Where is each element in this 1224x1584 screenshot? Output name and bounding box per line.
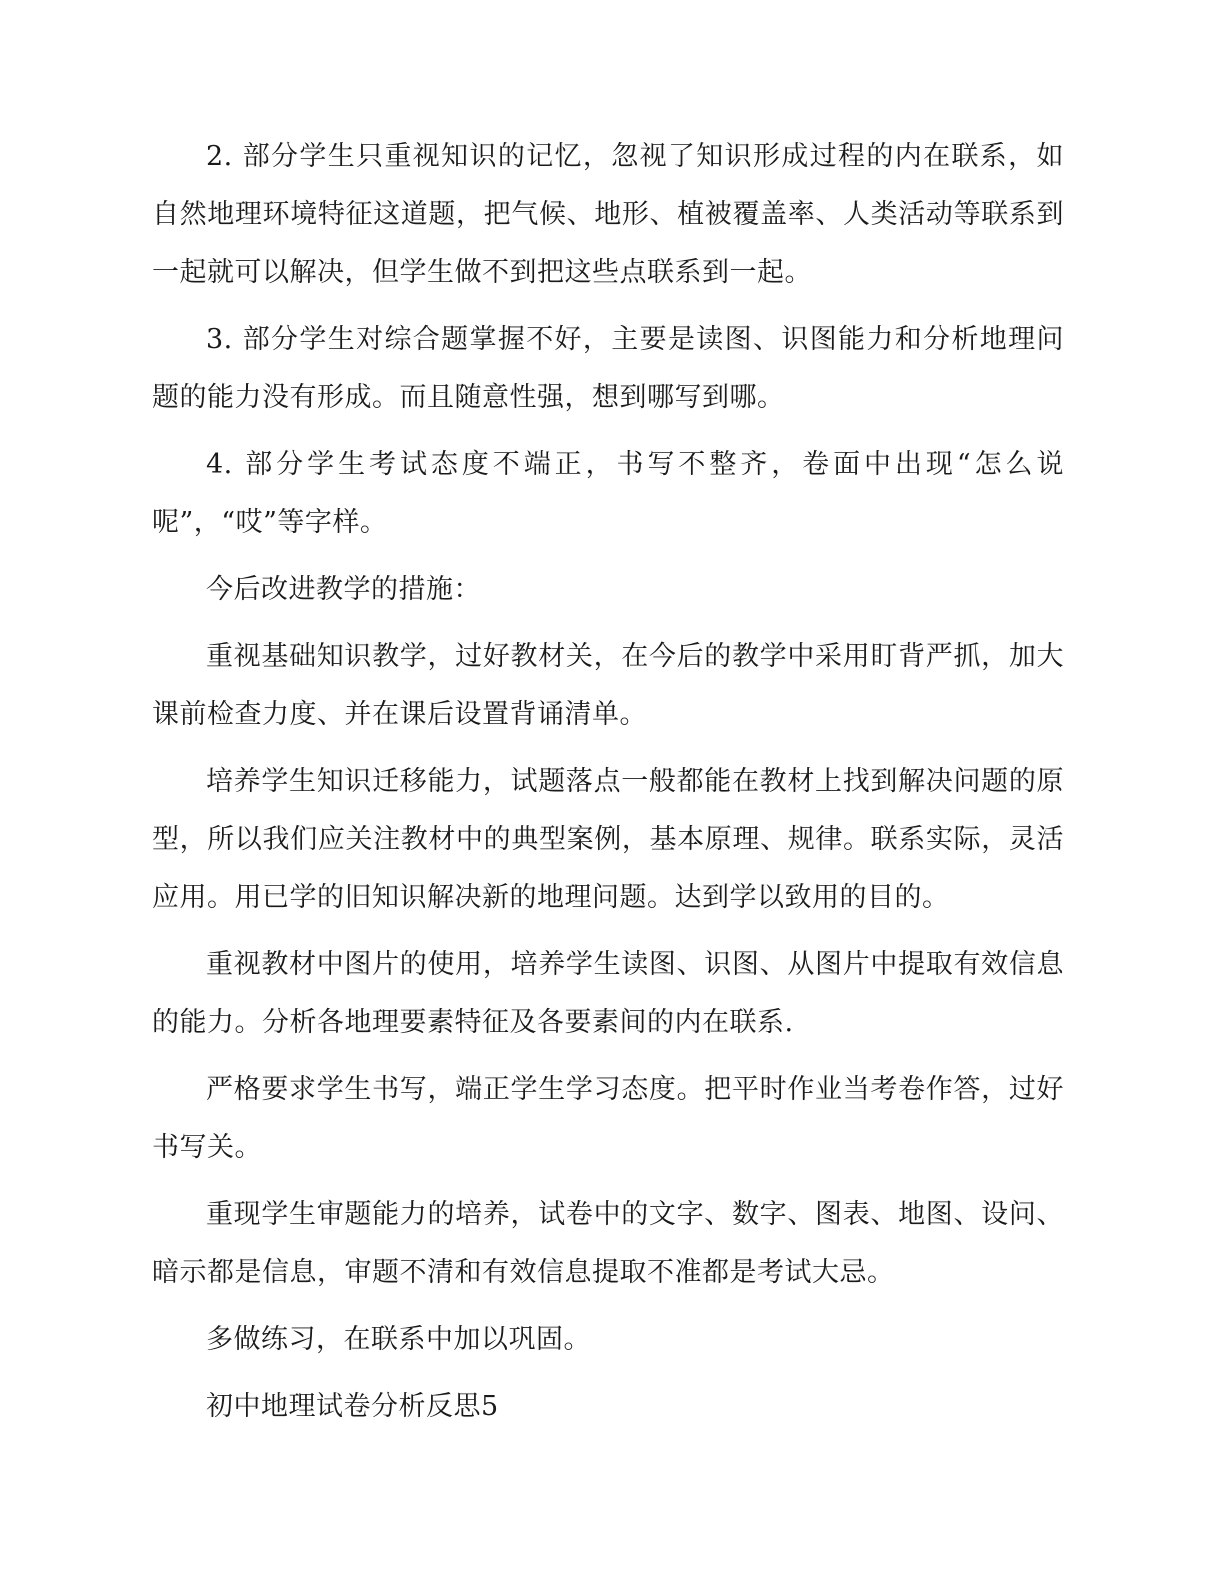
paragraph-measure-writing: 严格要求学生书写，端正学生学习态度。把平时作业当考卷作答，过好书写关。 [152,1074,1064,1163]
section-heading-improvement: 今后改进教学的措施： [206,574,481,605]
paragraph-problem-2: 2. 部分学生只重视知识的记忆，忽视了知识形成过程的内在联系，如自然地理环境特征这道题，把气候、地形、植被覆盖率、人类活动等联系到一起就可以解决，但学生做不到把这些点联系到一起。 [152,141,1064,288]
section-title-next: 初中地理试卷分析反思5 [206,1391,499,1422]
paragraph-measure-images: 重视教材中图片的使用，培养学生读图、识图、从图片中提取有效信息的能力。分析各地理要素特征及各要素间的内在联系. [152,949,1064,1038]
paragraph-problem-4: 4. 部分学生考试态度不端正，书写不整齐，卷面中出现“怎么说呢”，“哎”等字样。 [152,449,1064,538]
paragraph-measure-basics: 重视基础知识教学，过好教材关，在今后的教学中采用盯背严抓，加大课前检查力度、并在课后设置背诵清单。 [152,641,1064,730]
document-body [152,128,1064,1445]
paragraph-measure-practice: 多做练习，在联系中加以巩固。 [206,1324,591,1355]
paragraph-problem-3: 3. 部分学生对综合题掌握不好，主要是读图、识图能力和分析地理问题的能力没有形成。而且随意性强，想到哪写到哪。 [152,324,1064,413]
paragraph-measure-transfer: 培养学生知识迁移能力，试题落点一般都能在教材上找到解决问题的原型，所以我们应关注教材中的典型案例，基本原理、规律。联系实际，灵活应用。用已学的旧知识解决新的地理问题。达到学以致用的目的。 [152,766,1064,913]
paragraph-measure-reading: 重现学生审题能力的培养，试卷中的文字、数字、图表、地图、设问、暗示都是信息，审题不清和有效信息提取不准都是考试大忌。 [152,1199,1064,1288]
